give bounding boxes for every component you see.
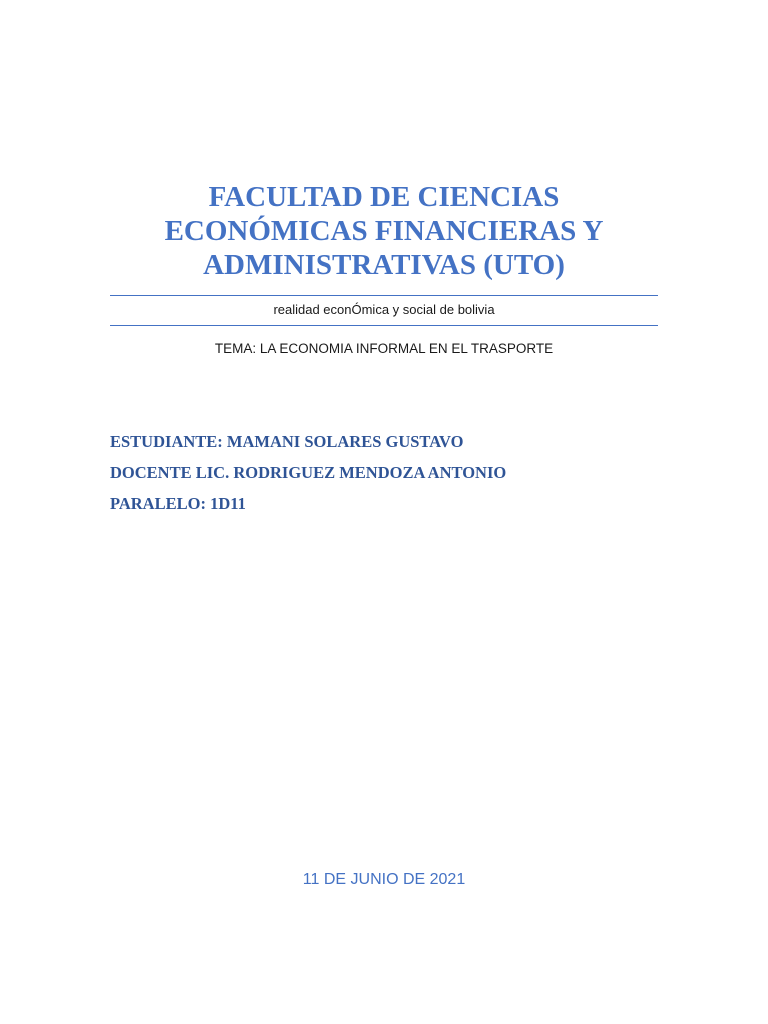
top-divider bbox=[110, 295, 658, 296]
title-line-2: ECONÓMICAS FINANCIERAS Y bbox=[164, 215, 604, 247]
document-date: 11 DE JUNIO DE 2021 bbox=[302, 871, 466, 888]
document-title bbox=[110, 180, 658, 282]
author-info-block bbox=[110, 431, 670, 524]
topic-line: TEMA: LA ECONOMIA INFORMAL EN EL TRASPORTE bbox=[214, 341, 554, 356]
title-line-1: FACULTAD DE CIENCIAS bbox=[208, 181, 560, 213]
document-subtitle: realidad econÓmica y social de bolivia bbox=[273, 302, 495, 317]
bottom-divider bbox=[110, 325, 658, 326]
section-line: PARALELO: 1D11 bbox=[110, 494, 246, 513]
teacher-line: DOCENTE LIC. RODRIGUEZ MENDOZA ANTONIO bbox=[110, 463, 507, 482]
title-line-3: ADMINISTRATIVAS (UTO) bbox=[203, 249, 565, 281]
student-line: ESTUDIANTE: MAMANI SOLARES GUSTAVO bbox=[110, 432, 464, 451]
